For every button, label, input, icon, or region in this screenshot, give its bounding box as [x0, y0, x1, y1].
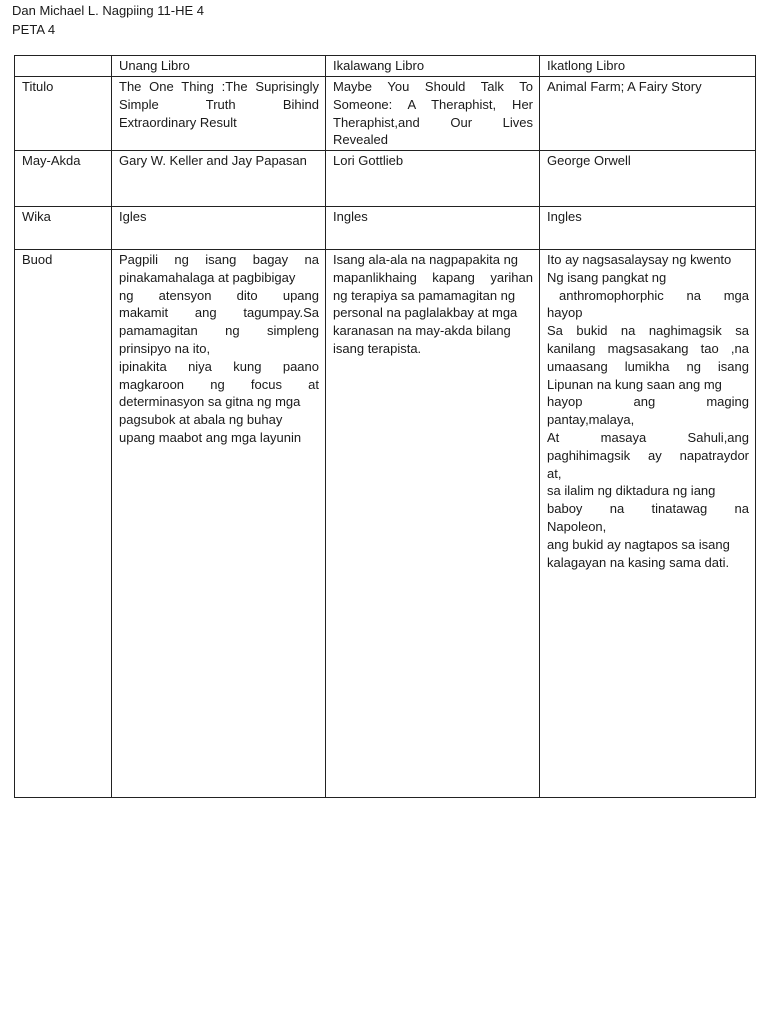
- cell-text-line: At masaya Sahuli,ang: [547, 429, 749, 445]
- cell-text-line: Pagpili ng isang bagay na: [119, 252, 319, 267]
- cell-text-line: Gary W. Keller and Jay Papasan: [119, 153, 307, 168]
- table-row: [15, 151, 756, 207]
- assignment-label: PETA 4: [12, 22, 56, 37]
- cell-text-line: Napoleon,: [547, 518, 607, 534]
- row-label-may-akda: May-Akda: [15, 151, 112, 207]
- table-cell: [112, 151, 326, 207]
- table-cell: [540, 250, 756, 798]
- row-label-wika: Wika: [15, 207, 112, 250]
- table-cell: [326, 77, 540, 151]
- table-cell: [326, 207, 540, 250]
- cell-text-line: Sa bukid na naghimagsik sa: [547, 323, 749, 339]
- cell-text-line: George Orwell: [547, 153, 631, 168]
- cell-text-line: personal na paglalakbay at mga: [333, 305, 518, 321]
- cell-text-line: pamamagitan ng simpleng: [119, 323, 319, 339]
- cell-text-line: ng atensyon dito upang: [119, 287, 319, 303]
- table-cell: [112, 77, 326, 151]
- cell-text-line: kalagayan na kasing sama dati.: [547, 554, 730, 570]
- cell-text-line: Lipunan na kung saan ang mg: [547, 376, 722, 392]
- cell-text-line: prinsipyo na ito,: [119, 340, 211, 356]
- cell-text-line: Isang ala-ala na nagpapakita ng: [333, 252, 519, 267]
- cell-text-line: sa ilalim ng diktadura ng iang: [547, 483, 716, 499]
- cell-text-line: ang bukid ay nagtapos sa isang: [547, 536, 730, 552]
- cell-text-line: The One Thing :The Suprisingly: [119, 79, 319, 94]
- table-row: [15, 250, 756, 798]
- column-header-unang-libro: Unang Libro: [112, 56, 326, 77]
- cell-text-line: upang maabot ang mga layunin: [119, 429, 302, 445]
- column-header-ikalawang-libro: Ikalawang Libro: [326, 56, 540, 77]
- cell-text-line: Revealed: [333, 132, 388, 148]
- cell-text-line: at,: [547, 465, 562, 481]
- cell-text-line: mapanlikhaing kapang yarihan: [333, 269, 533, 285]
- table-cell: [326, 151, 540, 207]
- cell-text-line: karanasan na may-akda bilang: [333, 323, 511, 339]
- cell-text-line: Ito ay nagsasalaysay ng kwento: [547, 252, 732, 267]
- cell-text-line: Someone: A Theraphist, Her: [333, 96, 533, 112]
- cell-text-line: Simple Truth Bihind: [119, 96, 319, 112]
- table-cell: [540, 77, 756, 151]
- cell-text-line: Lori Gottlieb: [333, 153, 404, 168]
- table-row: [15, 77, 756, 151]
- table-cell: [112, 207, 326, 250]
- cell-text-line: determinasyon sa gitna ng mga: [119, 394, 301, 410]
- book-comparison-table: [14, 55, 756, 798]
- cell-text-line: magkaroon ng focus at: [119, 376, 319, 392]
- cell-text-line: pantay,malaya,: [547, 412, 635, 428]
- row-label-titulo: Titulo: [15, 77, 112, 151]
- document-header: [12, 1, 204, 39]
- cell-text-line: Ingles: [547, 209, 582, 224]
- cell-text-line: makamit ang tagumpay.Sa: [119, 305, 319, 321]
- cell-text-line: umaasang lumikha ng isang: [547, 358, 749, 374]
- cell-text-line: Theraphist,and Our Lives: [333, 114, 533, 130]
- corner-cell: [15, 56, 112, 77]
- cell-text-line: isang terapista.: [333, 340, 422, 356]
- cell-text-line: pinakamahalaga at pagbibigay: [119, 269, 296, 285]
- cell-text-line: Ng isang pangkat ng: [547, 269, 667, 285]
- table-cell: [326, 250, 540, 798]
- table-row: [15, 207, 756, 250]
- cell-text-line: kanilang magsasakang tao ,na: [547, 340, 749, 356]
- cell-text-line: Extraordinary Result: [119, 114, 237, 130]
- table-cell: [540, 207, 756, 250]
- cell-text-line: Maybe You Should Talk To: [333, 79, 533, 94]
- table-header-row: [15, 56, 756, 77]
- column-header-ikatlong-libro: Ikatlong Libro: [540, 56, 756, 77]
- cell-text-line: Animal Farm; A Fairy Story: [547, 79, 702, 94]
- cell-text-line: Ingles: [333, 209, 368, 224]
- cell-text-line: Igles: [119, 209, 147, 224]
- cell-text-line: hayop ang maging: [547, 394, 749, 410]
- student-name-line: Dan Michael L. Nagpiing 11-HE 4: [12, 3, 204, 18]
- cell-text-line: ng terapiya sa pamamagitan ng: [333, 287, 516, 303]
- cell-text-line: ipinakita niya kung paano: [119, 358, 319, 374]
- cell-text-line: pagsubok at abala ng buhay: [119, 412, 283, 428]
- cell-text-line: anthromophorphic na mga: [559, 287, 749, 303]
- cell-text-line: hayop: [547, 305, 583, 321]
- row-label-buod: Buod: [15, 250, 112, 798]
- table-cell: [112, 250, 326, 798]
- cell-text-line: paghihimagsik ay napatraydor: [547, 447, 749, 463]
- table-cell: [540, 151, 756, 207]
- cell-text-line: baboy na tinatawag na: [547, 501, 749, 517]
